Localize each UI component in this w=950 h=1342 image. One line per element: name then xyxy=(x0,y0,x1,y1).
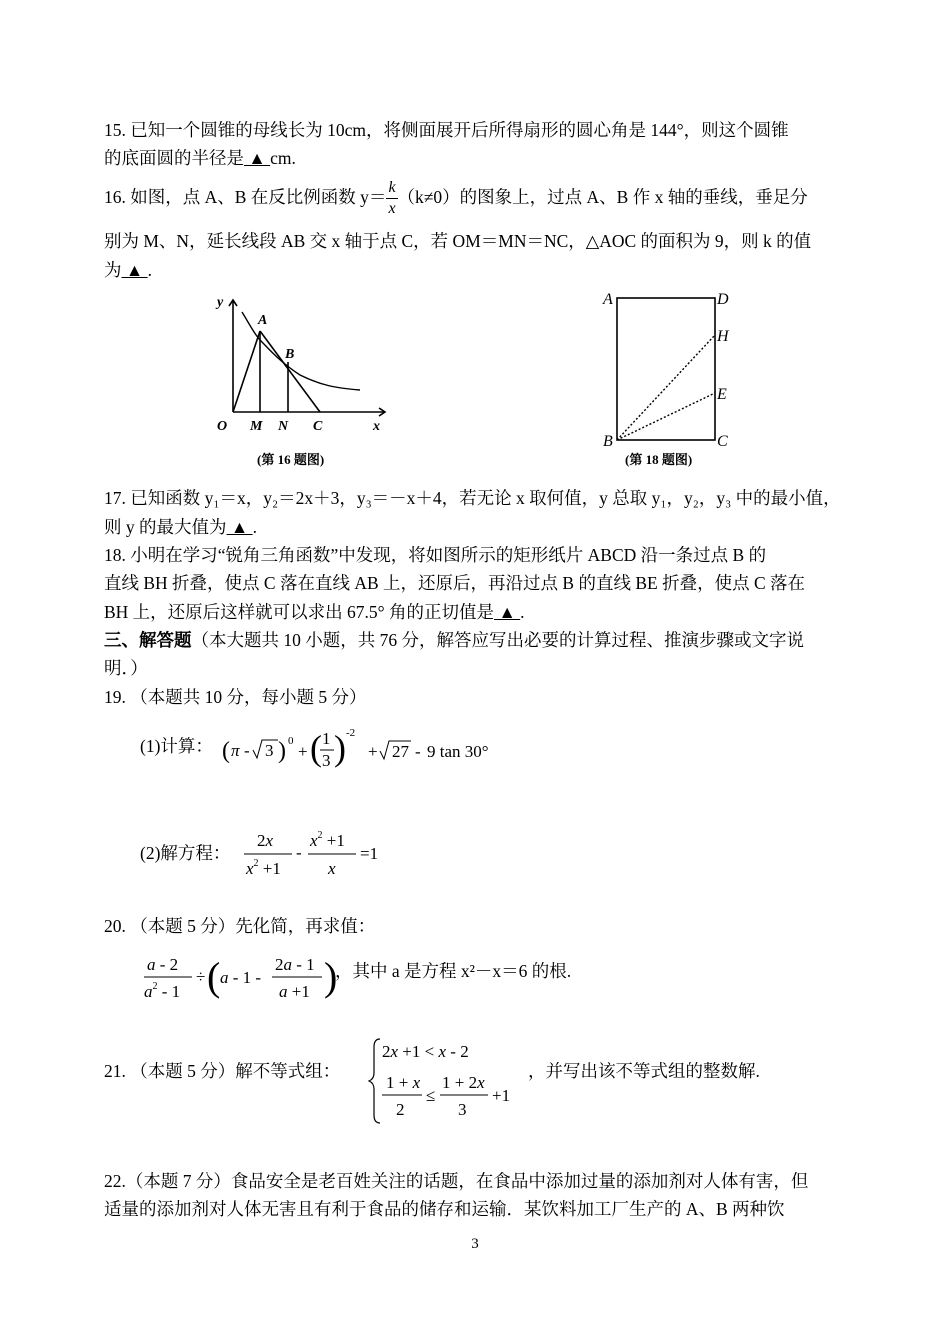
answer-blank: ▲ xyxy=(244,148,271,168)
label-N: N xyxy=(278,419,289,434)
svg-text:2a - 1: 2a - 1 xyxy=(275,955,315,974)
q19-part2-label: (2)解方程： xyxy=(140,843,231,863)
svg-text:x: x xyxy=(328,859,336,878)
q19-part1-expression xyxy=(222,720,522,780)
q17-end: . xyxy=(252,517,257,537)
answer-blank: ▲ xyxy=(121,260,148,280)
svg-text:÷: ÷ xyxy=(196,967,206,986)
svg-text:≤: ≤ xyxy=(426,1086,436,1105)
svg-text:+1: +1 xyxy=(492,1086,511,1105)
svg-text:3: 3 xyxy=(265,741,274,760)
svg-text:(: ( xyxy=(207,954,221,999)
svg-text:(: ( xyxy=(222,738,230,764)
answer-blank: ▲ xyxy=(226,517,253,537)
label-x: x xyxy=(373,419,380,434)
figure-16 xyxy=(205,290,405,475)
q19-part1-label: (1)计算： xyxy=(140,736,213,756)
svg-text:a +1: a +1 xyxy=(279,982,310,1001)
q20-header: 20. （本题 5 分）先化简，再求值： xyxy=(104,916,376,936)
q17-line1: 17. 已知函数 y₁＝x，y₂＝2x＋3，y₃＝－x＋4，若无论 x 取何值，y 总取 y₁，y₂，y₃ 中的最小值， xyxy=(104,488,841,508)
label-M: M xyxy=(250,419,263,434)
section-heading: 三、解答题 xyxy=(104,630,192,650)
q16-text: 16. 如图，点 A、B 在反比例函数 y＝ xyxy=(104,187,387,207)
label-E: E xyxy=(717,386,727,403)
answer-blank: ▲ xyxy=(494,602,521,622)
q16-end: . xyxy=(147,260,152,280)
fig18-caption: (第 18 题图) xyxy=(625,452,693,467)
q16-text-post: （k≠0）的图象上，过点 A、B 作 x 轴的垂线，垂足分 xyxy=(397,187,808,207)
fold-line-BE xyxy=(617,393,715,440)
svg-text:a2 - 1: $a^2 - 1$ xyxy=(144,981,181,1001)
rectangle-ABCD xyxy=(617,298,715,440)
section3-intro: （本大题共 10 小题，共 76 分，解答应写出必要的计算过程、推演步骤或文字说 xyxy=(191,630,804,650)
svg-text:-: - xyxy=(296,843,302,862)
label-y: y xyxy=(217,295,224,310)
q16-line1 xyxy=(104,172,808,222)
segment-OA xyxy=(233,331,260,412)
svg-text:9 tan 30°: 9 tan 30° xyxy=(427,742,489,761)
page-number: 3 xyxy=(471,1236,479,1252)
section3-line2: 明．） xyxy=(104,658,148,678)
q20-expression xyxy=(140,950,340,1010)
q18-line1: 18. 小明在学习“锐角三角函数”中发现，将如图所示的矩形纸片 ABCD 沿一条过点 B 的 xyxy=(104,545,767,565)
q15-unit: cm. xyxy=(270,148,296,168)
label-A: A xyxy=(258,313,268,328)
svg-text:-: - xyxy=(415,742,421,761)
svg-text:27: 27 xyxy=(392,742,409,761)
svg-text:(: ( xyxy=(310,728,322,768)
svg-text:x2 +1: $x^2 +1$ xyxy=(310,830,345,850)
q19-part2-expression xyxy=(240,826,400,886)
q18-line3 xyxy=(104,599,525,625)
svg-text:2x +1 < x - 2: 2x +1 < x - 2 xyxy=(382,1042,469,1061)
label-B: B xyxy=(603,433,613,450)
svg-text:1 + 2x: 1 + 2x xyxy=(442,1073,485,1092)
svg-text:1: 1 xyxy=(322,729,331,748)
fig16-caption: (第 16 题图) xyxy=(257,452,325,467)
q17-text: 则 y 的最大值为 xyxy=(104,517,227,537)
q18-text: BH 上，还原后这样就可以求出 67.5° 角的正切值是 xyxy=(104,602,495,622)
label-C: C xyxy=(717,433,728,450)
label-H: H xyxy=(717,328,729,345)
svg-text:): ) xyxy=(324,954,338,999)
q15-line2 xyxy=(104,145,296,171)
q16-line3 xyxy=(104,257,152,283)
q15-line1: 15. 已知一个圆锥的母线长为 10cm，将侧面展开后所得扇形的圆心角是 144°，则这个圆锥 xyxy=(104,120,789,140)
svg-text:): ) xyxy=(334,728,346,768)
svg-text:+: + xyxy=(298,742,308,761)
q16-text3: 为 xyxy=(104,260,122,280)
svg-text:3: 3 xyxy=(458,1100,467,1119)
q22-line1: 22.（本题 7 分）食品安全是老百姓关注的话题，在食品中添加过量的添加剂对人体有害，但 xyxy=(104,1171,809,1191)
svg-text:+: + xyxy=(368,742,378,761)
frac-den: x xyxy=(388,200,396,218)
fold-line-BH xyxy=(617,335,715,440)
svg-text:3: 3 xyxy=(322,751,331,770)
svg-text:=1: =1 xyxy=(360,844,379,863)
svg-text:-: - xyxy=(244,741,250,760)
q18-line2: 直线 BH 折叠，使点 C 落在直线 AB 上，还原后，再沿过点 B 的直线 BE 折叠，使点 C 落在 xyxy=(104,573,805,593)
q22-line2: 适量的添加剂对人体无害且有利于食品的储存和运输．某饮料加工厂生产的 A、B 两种饮 xyxy=(104,1199,785,1219)
svg-text:0: 0 xyxy=(288,735,294,747)
q17-line2 xyxy=(104,514,257,540)
q15-text: 的底面圆的半径是 xyxy=(104,148,244,168)
q18-end: . xyxy=(520,602,525,622)
svg-text:a - 2: a - 2 xyxy=(147,955,179,974)
q20-tail: ，其中 a 是方程 x²－x＝6 的根. xyxy=(335,961,572,981)
svg-text:x2 +1: $x^2 +1$ xyxy=(246,858,281,878)
left-brace xyxy=(369,1039,380,1123)
q21-inequality-system xyxy=(368,1035,528,1127)
q21-label: 21. （本题 5 分）解不等式组： xyxy=(104,1061,341,1081)
line-AC xyxy=(260,331,320,412)
svg-text:2x: 2x xyxy=(257,831,274,850)
svg-text:-2: -2 xyxy=(346,727,356,739)
label-C: C xyxy=(313,419,323,434)
svg-text:a - 1 -: a - 1 - xyxy=(220,968,262,987)
section3-line1 xyxy=(104,627,804,653)
k-over-x-fraction xyxy=(386,178,397,219)
svg-text:π: π xyxy=(231,741,240,760)
label-O: O xyxy=(217,419,228,434)
svg-text:): ) xyxy=(278,738,286,764)
svg-text:1 + x: 1 + x xyxy=(386,1073,421,1092)
q21-tail: ，并写出该不等式组的整数解. xyxy=(528,1061,760,1081)
label-B: B xyxy=(285,347,295,362)
svg-text:2: 2 xyxy=(396,1100,405,1119)
frac-num: k xyxy=(386,178,397,199)
q19-header: 19. （本题共 10 分，每小题 5 分） xyxy=(104,687,367,707)
q16-line2: 别为 M、N，延长线段 AB 交 x 轴于点 C，若 OM＝MN＝NC，△AOC 的面积为 9，则 k 的值 xyxy=(104,231,812,251)
label-D: D xyxy=(717,291,729,308)
label-A: A xyxy=(603,291,613,308)
figure-18 xyxy=(595,285,745,475)
